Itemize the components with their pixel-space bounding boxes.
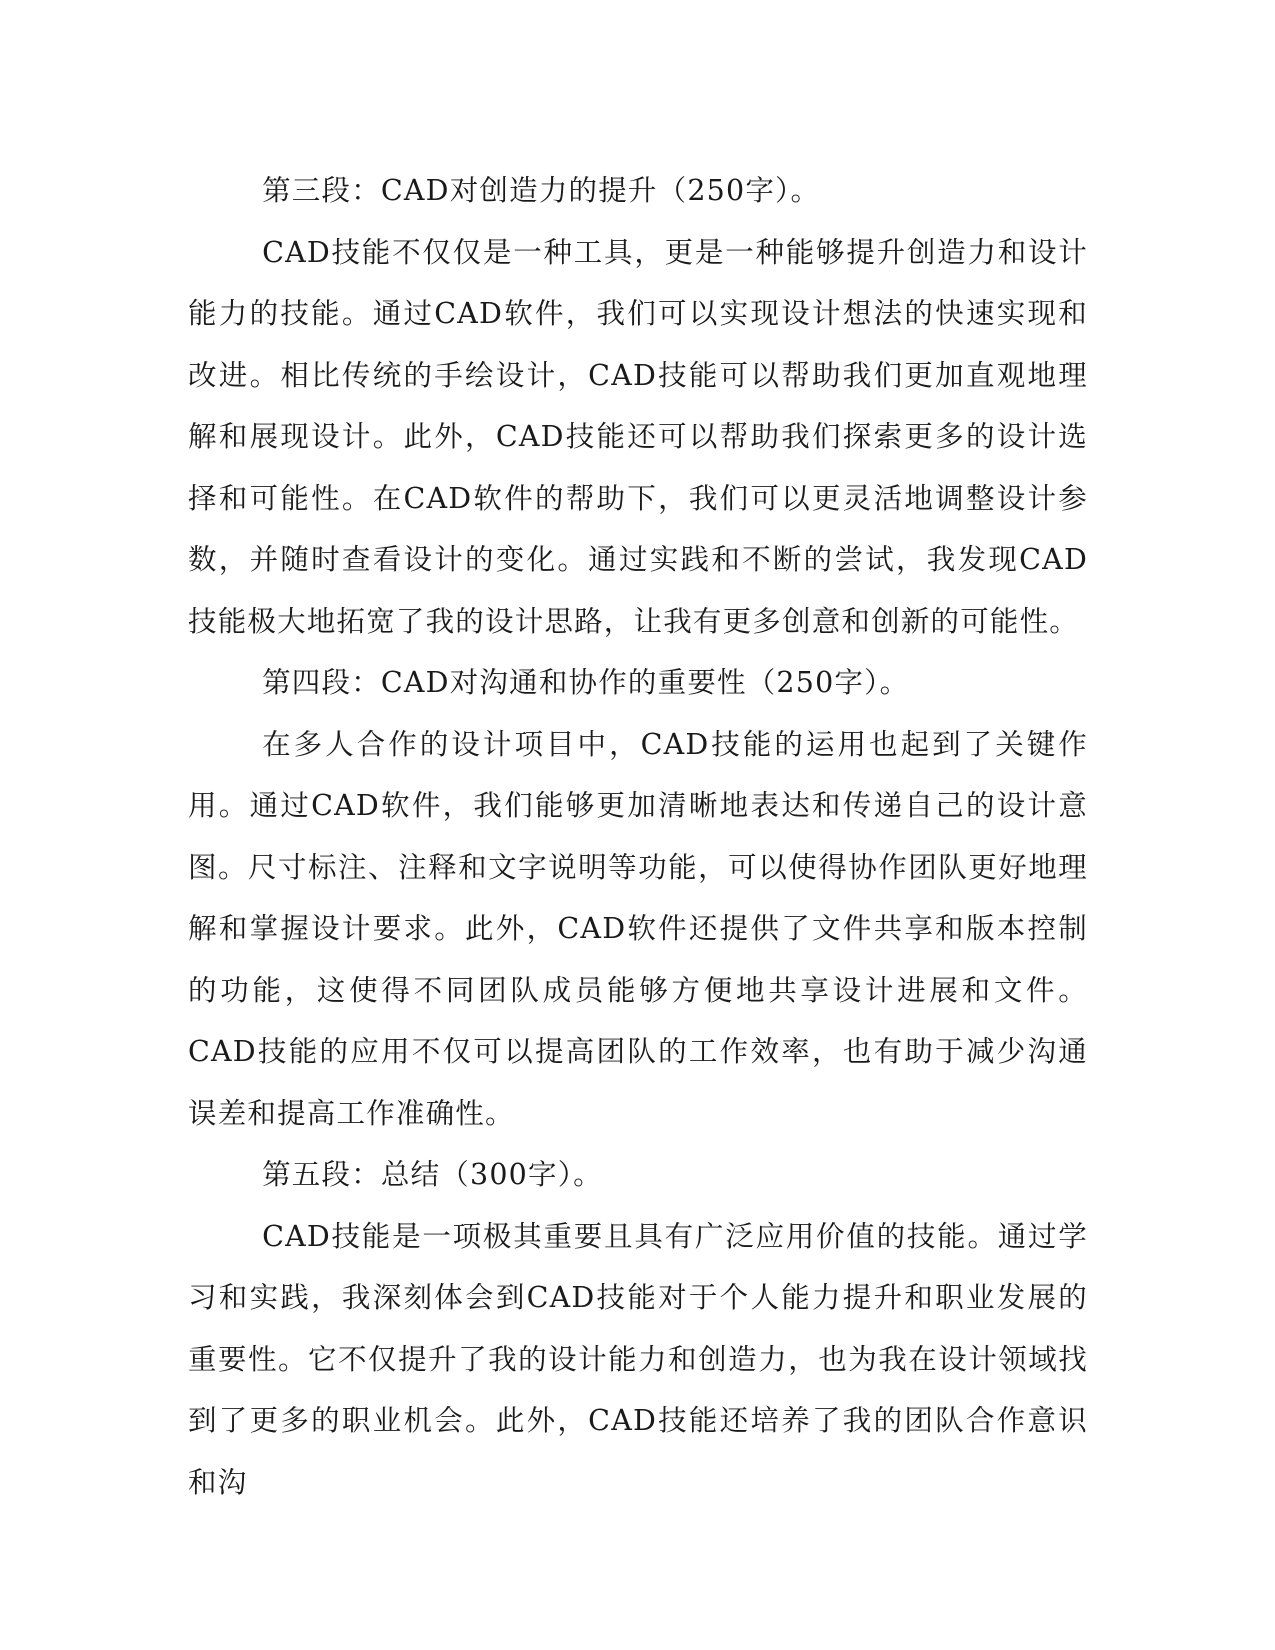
section-heading-3: 第三段：CAD对创造力的提升（250字）。: [262, 174, 821, 207]
body-paragraph-collaboration: 在多人合作的设计项目中，CAD技能的运用也起到了关键作用。通过CAD软件，我们能够更加清晰地表达和传递自己的设计意图。尺寸标注、注释和文字说明等功能，可以使得协作团队更好地理解和掌握设计要求。此外，CAD软件还提供了文件共享和版本控制的功能，这使得不同团队成员能够方便地共享设计进展和文件。CAD技能的应用不仅可以提高团队的工作效率，也有助于减少沟通误差和提高工作准确性。: [188, 727, 1088, 1130]
body-paragraph-summary: CAD技能是一项极其重要且具有广泛应用价值的技能。通过学习和实践，我深刻体会到CAD技能对于个人能力提升和职业发展的重要性。它不仅提升了我的设计能力和创造力，也为我在设计领域找到了更多的职业机会。此外，CAD技能还培养了我的团队合作意识和沟: [188, 1219, 1088, 1499]
body-paragraph-creativity: CAD技能不仅仅是一种工具，更是一种能够提升创造力和设计能力的技能。通过CAD软件，我们可以实现设计想法的快速实现和改进。相比传统的手绘设计，CAD技能可以帮助我们更加直观地理解和展现设计。此外，CAD技能还可以帮助我们探索更多的设计选择和可能性。在CAD软件的帮助下，我们可以更灵活地调整设计参数，并随时查看设计的变化。通过实践和不断的尝试，我发现CAD技能极大地拓宽了我的设计思路，让我有更多创意和创新的可能性。: [188, 235, 1088, 638]
section-heading-5: 第五段：总结（300字）。: [262, 1158, 603, 1191]
section-heading-4: 第四段：CAD对沟通和协作的重要性（250字）。: [262, 666, 910, 699]
document-body: [188, 160, 1088, 1513]
